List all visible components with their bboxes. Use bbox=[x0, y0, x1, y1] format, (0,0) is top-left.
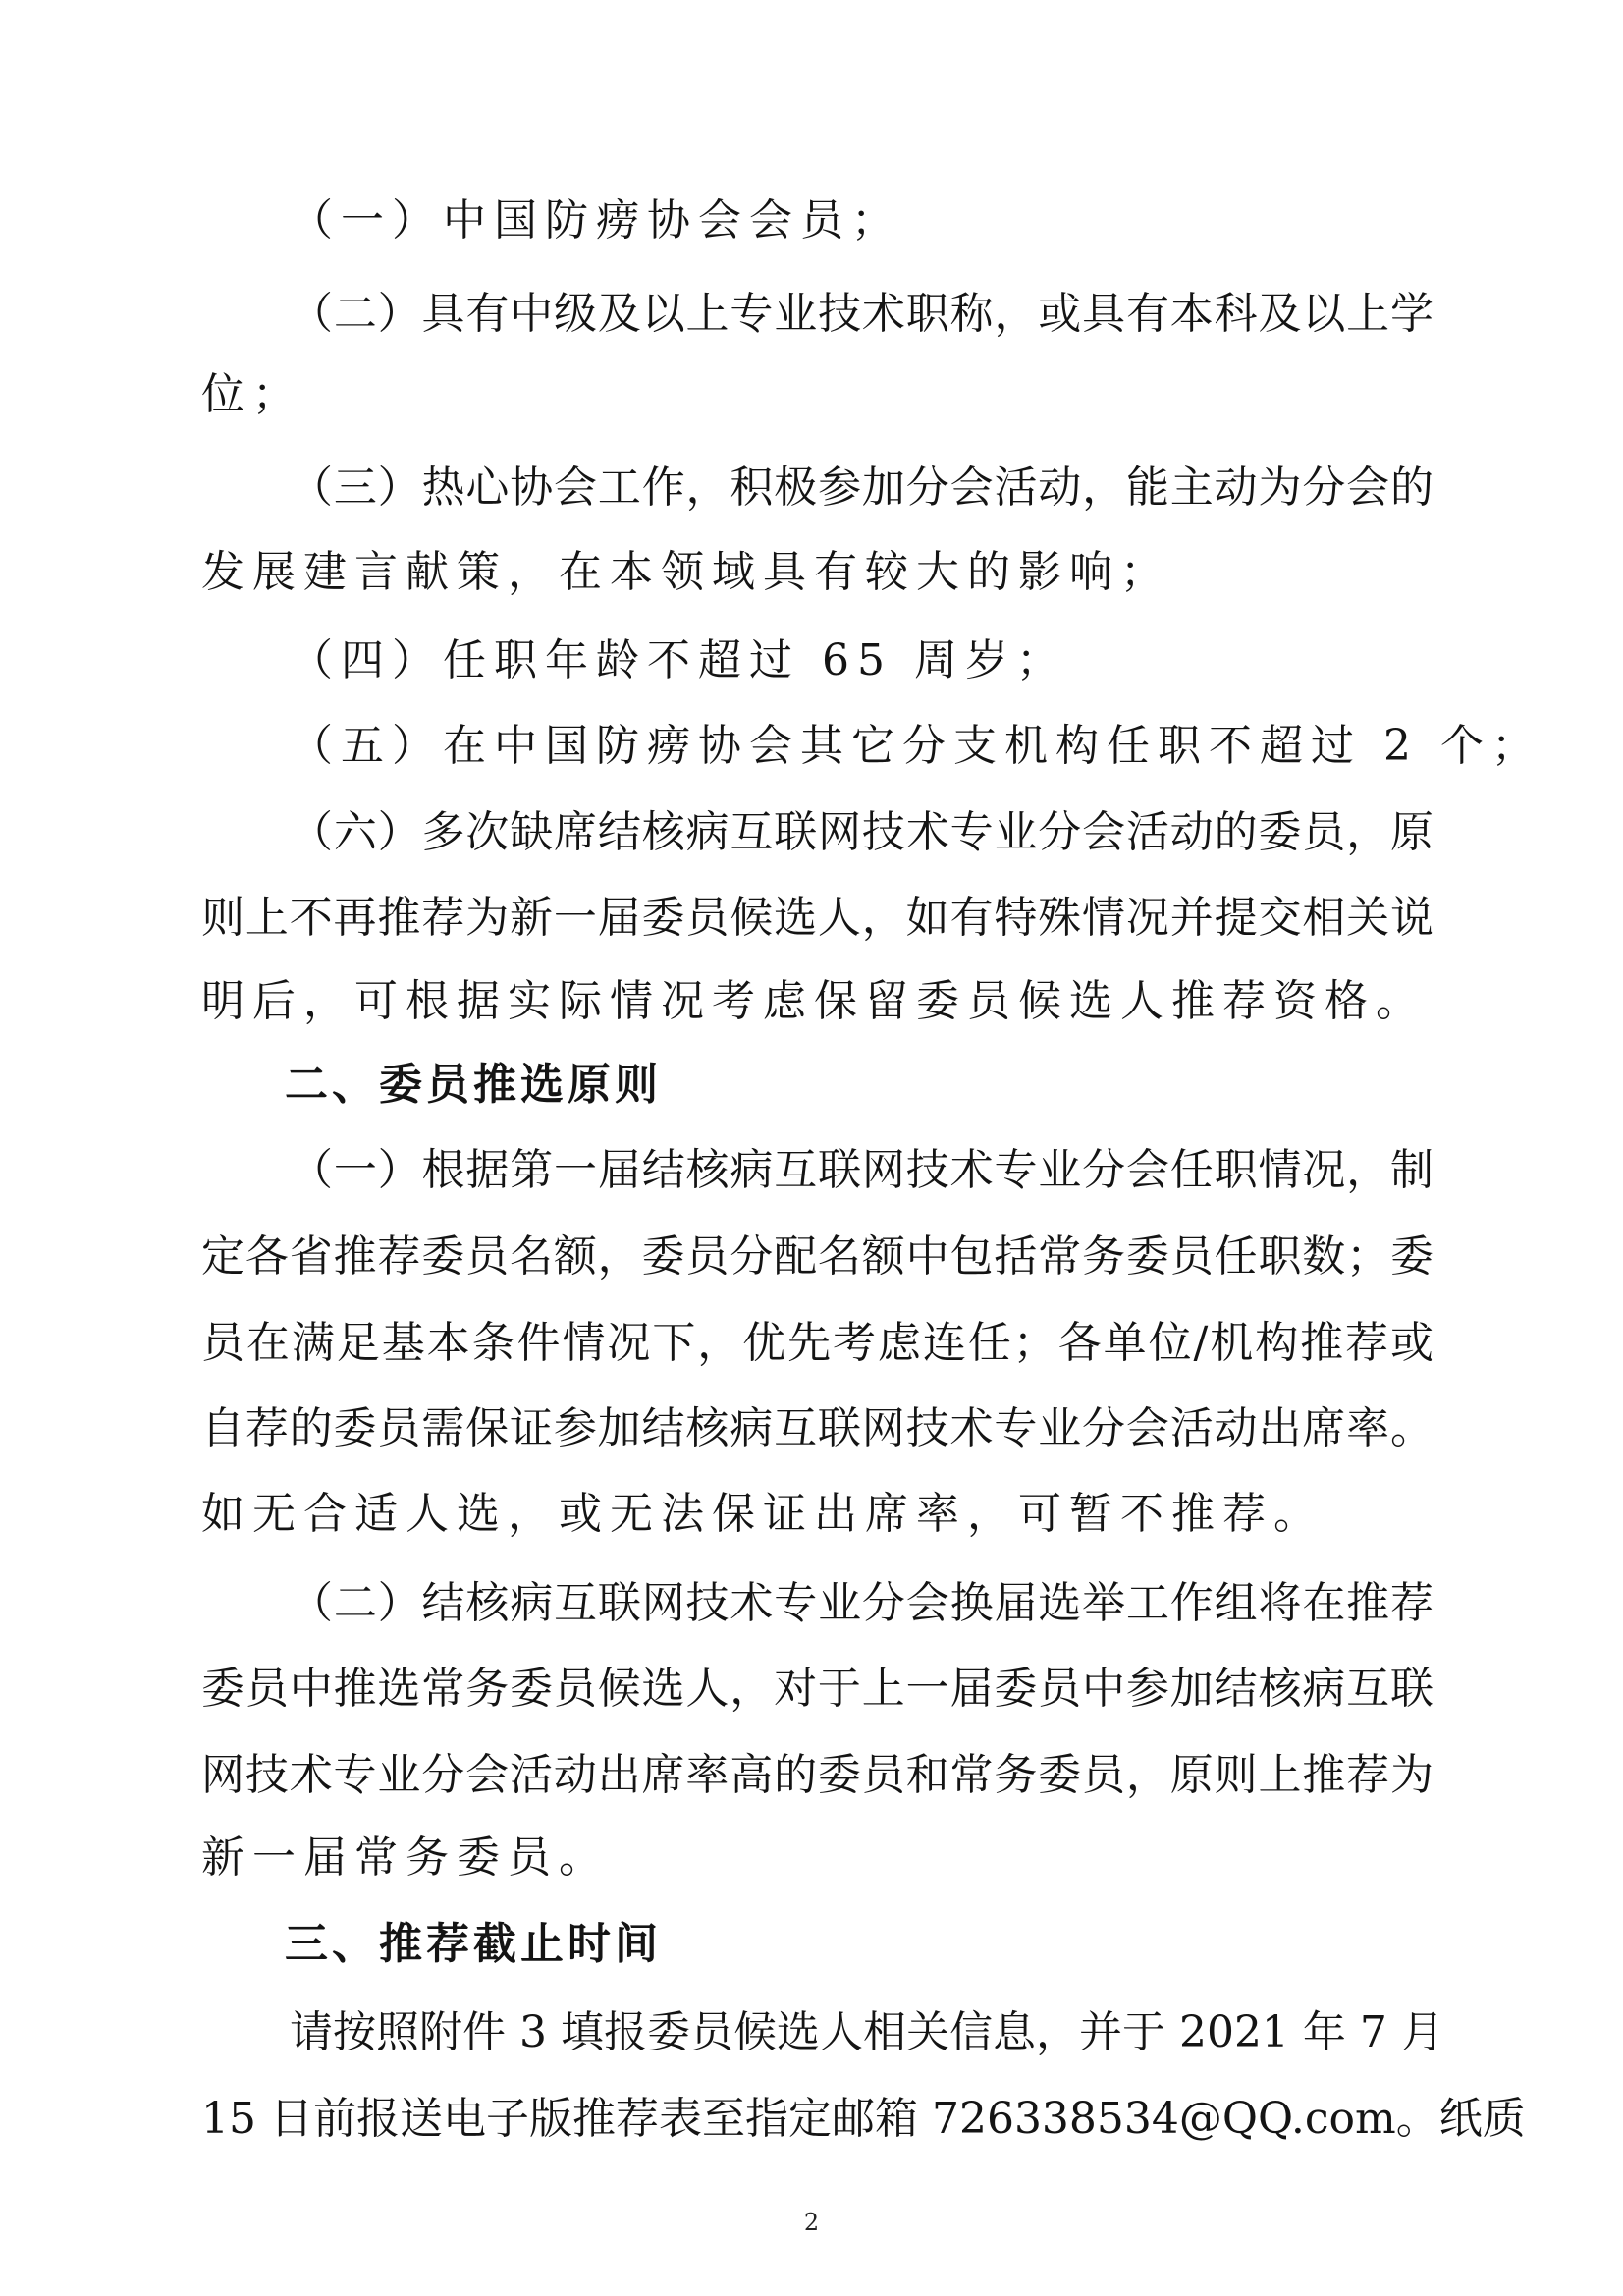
text-line: 委员中推选常务委员候选人，对于上一届委员中参加结核病互联 bbox=[201, 1664, 1434, 1714]
text-line: 自荐的委员需保证参加结核病互联网技术专业分会活动出席率。 bbox=[201, 1403, 1434, 1453]
text-line: 员在满足基本条件情况下，优先考虑连任；各单位/机构推荐或 bbox=[201, 1318, 1434, 1368]
section-heading: 二、委员推选原则 bbox=[285, 1060, 662, 1110]
text-line: （二）结核病互联网技术专业分会换届选举工作组将在推荐 bbox=[290, 1578, 1434, 1628]
text-line: 则上不再推荐为新一届委员候选人，如有特殊情况并提交相关说 bbox=[201, 893, 1434, 943]
page-number: 2 bbox=[803, 2209, 820, 2236]
text-line: 新一届常务委员。 bbox=[201, 1832, 610, 1883]
text-line: 15 日前报送电子版推荐表至指定邮箱 726338534@QQ.com。纸质 bbox=[201, 2094, 1526, 2144]
text-line: （五）在中国防痨协会其它分支机构任职不超过 2 个； bbox=[290, 721, 1542, 771]
text-line: （一）中国防痨协会会员； bbox=[290, 195, 902, 246]
text-line: （二）具有中级及以上专业技术职称，或具有本科及以上学 bbox=[290, 289, 1434, 339]
text-line: 请按照附件 3 填报委员候选人相关信息，并于 2021 年 7 月 bbox=[290, 2007, 1444, 2057]
text-line: 定各省推荐委员名额，委员分配名额中包括常务委员任职数；委 bbox=[201, 1231, 1434, 1282]
text-line: （六）多次缺席结核病互联网技术专业分会活动的委员，原 bbox=[290, 807, 1434, 857]
text-line: 网技术专业分会活动出席率高的委员和常务委员，原则上推荐为 bbox=[201, 1750, 1434, 1800]
text-line: （四）任职年龄不超过 65 周岁； bbox=[290, 635, 1067, 685]
text-line: （一）根据第一届结核病互联网技术专业分会任职情况，制 bbox=[290, 1145, 1434, 1195]
text-line: 发展建言献策，在本领域具有较大的影响； bbox=[201, 547, 1171, 597]
text-line: 如无合适人选，或无法保证出席率，可暂不推荐。 bbox=[201, 1489, 1325, 1539]
text-line: （三）热心协会工作，积极参加分会活动，能主动为分会的 bbox=[290, 463, 1434, 513]
section-heading: 三、推荐截止时间 bbox=[285, 1919, 662, 1969]
text-line: 明后，可根据实际情况考虑保留委员候选人推荐资格。 bbox=[201, 976, 1427, 1026]
text-line: 位； bbox=[201, 369, 303, 419]
